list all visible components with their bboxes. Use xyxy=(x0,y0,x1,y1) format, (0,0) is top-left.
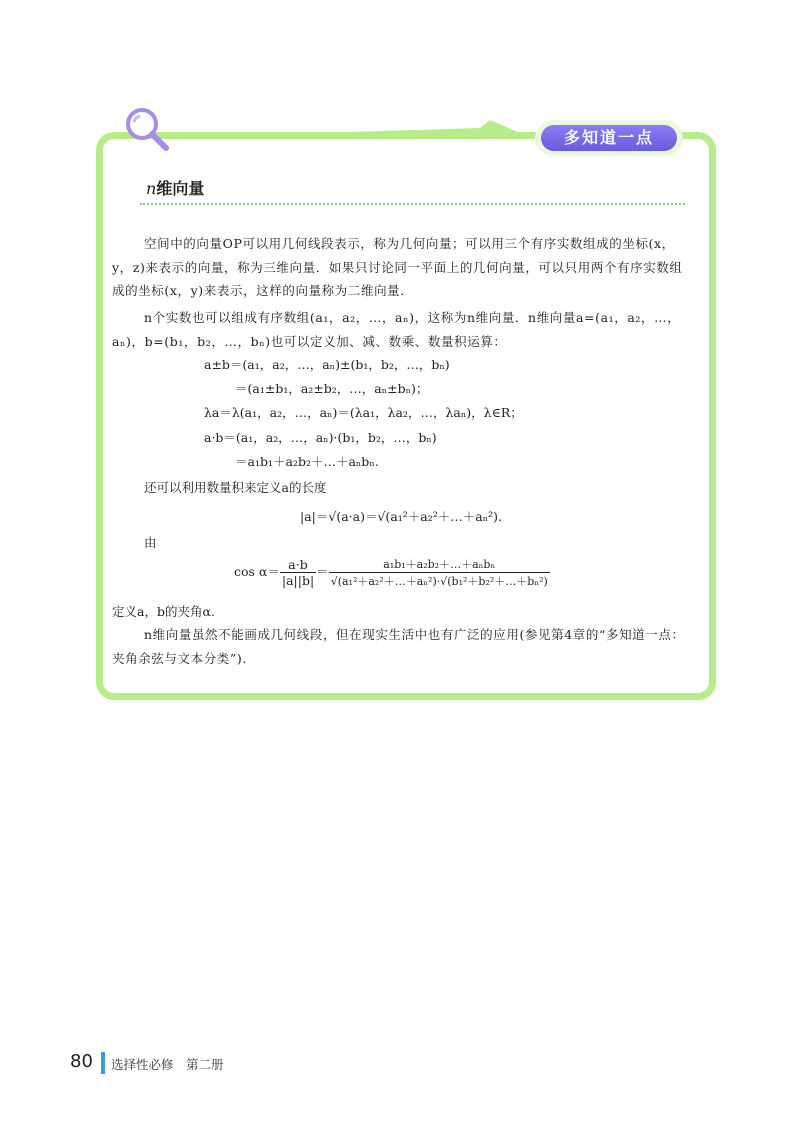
magnifier-icon xyxy=(118,100,178,160)
footer-bar xyxy=(101,1052,105,1074)
fraction-simple-numerator: a·b xyxy=(280,557,316,573)
book-title: 选择性必修 第二册 xyxy=(111,1057,224,1072)
cosine-equals: ＝ xyxy=(316,564,329,579)
paragraph-6: n维向量虽然不能画成几何线段，但在现实生活中也有广泛的应用(参见第4章的“多知道一点：夹角余弦与文本分类”). xyxy=(112,627,685,666)
fraction-expanded-numerator: a₁b₁＋a₂b₂＋…＋aₙbₙ xyxy=(329,556,550,573)
paragraph-1: 空间中的向量OP可以用几何线段表示，称为几何向量；可以用三个有序实数组成的坐标(x，y，z)来表示的向量，称为三维向量．如果只讨论同一平面上的几何向量，可以只用两个有序实数组成的坐标(x，y)来表示，这样的向量称为二维向量． xyxy=(112,236,683,298)
fraction-simple xyxy=(280,557,316,588)
fraction-expanded xyxy=(329,556,550,589)
equation-scalar: λa＝λ(a₁，a₂，…，aₙ)＝(λa₁，λa₂，…，λaₙ)，λ∈R； xyxy=(204,405,523,420)
title-text: 维向量 xyxy=(156,179,205,198)
section-title xyxy=(146,176,204,199)
paragraph-5: 定义a，b的夹角α. xyxy=(112,604,215,619)
paragraph-4: 由 xyxy=(144,535,157,550)
title-variable: n xyxy=(146,179,157,198)
dotted-divider xyxy=(140,203,685,205)
cosine-lhs: cos α＝ xyxy=(234,564,280,579)
fraction-simple-denominator: |a||b| xyxy=(281,573,315,588)
equation-dot: a·b＝(a₁，a₂，…，aₙ)·(b₁，b₂，…，bₙ) xyxy=(204,430,437,445)
fraction-expanded-denominator: √(a₁²＋a₂²＋…＋aₙ²)·√(b₁²＋b₂²＋…＋bₙ²) xyxy=(330,575,548,588)
paragraph-3: 还可以利用数量积来定义a的长度 xyxy=(144,480,327,495)
equation-add: a±b＝(a₁，a₂，…，aₙ)±(b₁，b₂，…，bₙ) xyxy=(204,357,450,372)
equation-length: |a|＝√(a·a)＝√(a₁²＋a₂²＋…＋aₙ²). xyxy=(300,509,502,524)
page-number: 80 xyxy=(70,1051,93,1072)
equation-cosine xyxy=(234,556,550,589)
equation-add-result: ＝(a₁±b₁，a₂±b₂，…，aₙ±bₙ)； xyxy=(235,381,429,396)
paragraph-2: n个实数也可以组成有序数组(a₁，a₂，…，aₙ)，这称为n维向量．n维向量a=(a₁，a₂，…，aₙ)，b=(b₁，b₂，…，bₙ)也可以定义加、减、数乘、数量积运算： xyxy=(112,310,681,349)
badge-label: 多知道一点 xyxy=(541,125,677,151)
equation-dot-result: ＝a₁b₁＋a₂b₂＋…＋aₙbₙ. xyxy=(235,454,379,469)
